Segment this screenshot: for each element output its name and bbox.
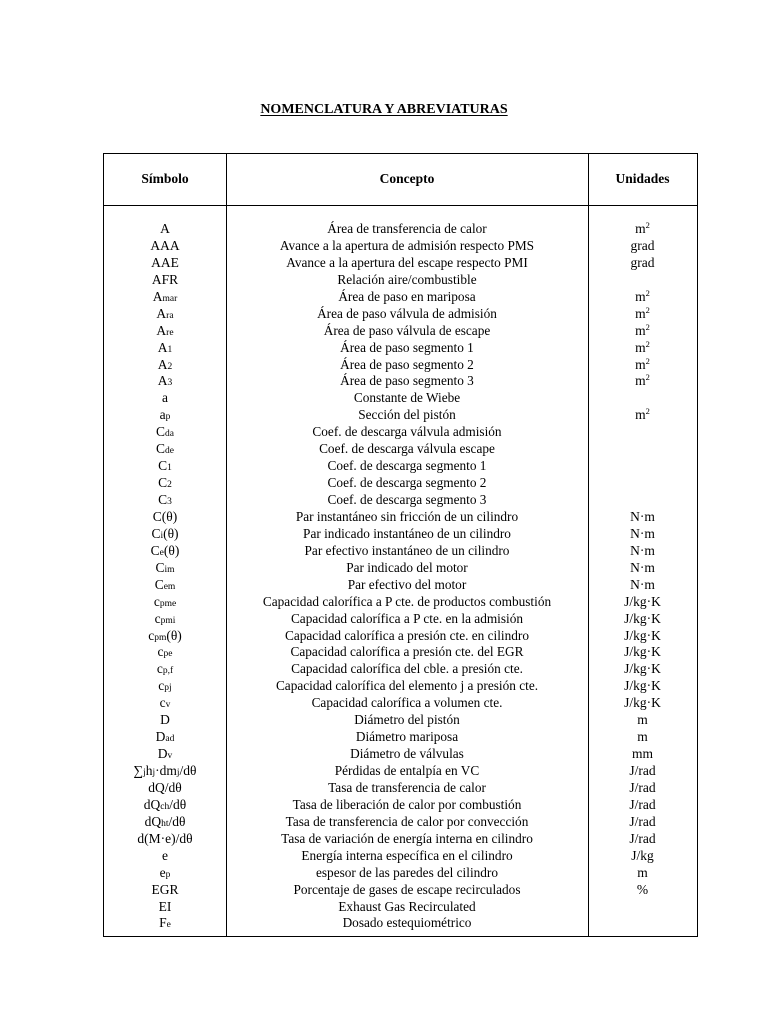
concept-cell: Área de transferencia de calor bbox=[327, 221, 487, 236]
symbol-cell bbox=[104, 831, 226, 848]
symbol-subscript: i bbox=[160, 530, 164, 541]
unit-text: m bbox=[635, 356, 646, 372]
unit-text: J/kg·K bbox=[624, 593, 661, 609]
table-row bbox=[104, 458, 697, 475]
table-body bbox=[104, 221, 697, 932]
unit-cell bbox=[588, 882, 697, 899]
symbol-subscript: pme bbox=[159, 598, 177, 609]
concept-cell: Capacidad calorífica a volumen cte. bbox=[311, 695, 503, 711]
concept-cell: Capacidad calorífica del cble. a presión cte. bbox=[291, 661, 523, 677]
table-row bbox=[104, 848, 697, 865]
symbol-text: A bbox=[157, 356, 168, 372]
unit-cell bbox=[588, 831, 697, 848]
symbol-subscript: da bbox=[165, 429, 174, 440]
unit-cell bbox=[588, 289, 697, 306]
unit-text: m bbox=[637, 729, 648, 745]
table-row bbox=[104, 492, 697, 509]
concept-cell: Coef. de descarga válvula admisión bbox=[312, 424, 502, 440]
symbol-text: dQ/dθ bbox=[148, 779, 182, 795]
unit-text: J/kg·K bbox=[624, 678, 661, 694]
symbol-text: c bbox=[157, 644, 164, 660]
symbol-cell bbox=[104, 712, 226, 729]
symbol-subscript: e bbox=[159, 547, 164, 558]
concept-cell: Tasa de liberación de calor por combustión bbox=[292, 796, 522, 812]
unit-cell bbox=[588, 712, 697, 729]
unit-text: J/rad bbox=[629, 830, 656, 846]
unit-text: mm bbox=[631, 746, 653, 762]
symbol-subscript: j bbox=[143, 768, 146, 778]
unit-cell bbox=[588, 848, 697, 865]
table-row bbox=[104, 407, 697, 424]
unit-text: N·m bbox=[630, 525, 655, 541]
concept-cell: Exhaust Gas Recirculated bbox=[338, 898, 476, 914]
symbol-text: D bbox=[155, 729, 166, 745]
symbol-text: a bbox=[159, 407, 166, 423]
concept-cell: Capacidad calorífica a presión cte. en cilindro bbox=[284, 627, 530, 643]
table-row bbox=[104, 814, 697, 831]
symbol-subscript: v bbox=[167, 751, 173, 762]
unit-text: J/kg bbox=[631, 847, 654, 863]
symbol-subscript: e bbox=[166, 920, 171, 931]
unit-cell bbox=[588, 644, 697, 661]
unit-text: J/rad bbox=[629, 779, 656, 795]
symbol-text: C bbox=[158, 492, 168, 507]
unit-cell bbox=[588, 865, 697, 882]
symbol-subscript: 1 bbox=[167, 344, 173, 355]
concept-cell: Área de paso segmento 1 bbox=[340, 339, 474, 355]
unit-text: J/rad bbox=[629, 763, 656, 778]
symbol-text: C bbox=[151, 525, 161, 541]
symbol-cell bbox=[104, 882, 226, 899]
unit-cell bbox=[588, 780, 697, 797]
unit-text: grad bbox=[630, 254, 655, 270]
symbol-text: /dθ bbox=[179, 763, 197, 778]
symbol-subscript: v bbox=[165, 700, 171, 711]
unit-text: m bbox=[635, 339, 646, 355]
concept-cell: Tasa de variación de energía interna en cilindro bbox=[281, 830, 533, 846]
concept-cell: espesor de las paredes del cilindro bbox=[315, 864, 499, 880]
unit-cell bbox=[588, 594, 697, 611]
unit-text: m bbox=[635, 288, 646, 304]
table-row bbox=[104, 272, 697, 289]
symbol-subscript: ra bbox=[166, 310, 174, 321]
table-row bbox=[104, 221, 697, 238]
symbol-subscript: pj bbox=[164, 683, 172, 694]
concept-cell: Avance a la apertura del escape respecto PMI bbox=[286, 254, 528, 270]
symbol-text: (θ) bbox=[163, 542, 180, 558]
unit-superscript: 2 bbox=[645, 220, 650, 230]
table-row bbox=[104, 424, 697, 441]
symbol-subscript: ht bbox=[161, 818, 169, 829]
concept-cell: Relación aire/combustible bbox=[337, 271, 477, 287]
unit-text: J/kg·K bbox=[624, 695, 661, 711]
header-symbol: Símbolo bbox=[141, 171, 189, 186]
unit-cell bbox=[588, 357, 697, 374]
symbol-text: c bbox=[154, 610, 161, 626]
table-row bbox=[104, 441, 697, 458]
header-concept: Concepto bbox=[379, 171, 435, 186]
unit-text: m bbox=[635, 407, 646, 423]
symbol-subscript: j bbox=[176, 768, 180, 778]
symbol-text: C bbox=[158, 458, 168, 474]
unit-cell bbox=[588, 560, 697, 577]
unit-cell bbox=[588, 628, 697, 645]
symbol-text: (θ) bbox=[166, 627, 182, 643]
table-row bbox=[104, 323, 697, 340]
symbol-cell bbox=[104, 780, 226, 797]
table-row bbox=[104, 865, 697, 882]
concept-cell: Diámetro del pistón bbox=[354, 712, 460, 728]
unit-cell bbox=[588, 323, 697, 340]
concept-cell: Sección del pistón bbox=[358, 407, 456, 423]
symbol-subscript: im bbox=[164, 564, 175, 575]
concept-cell: Capacidad calorífica a presión cte. del EGR bbox=[290, 644, 524, 660]
symbol-text: A bbox=[157, 373, 168, 389]
table-row bbox=[104, 577, 697, 594]
unit-superscript: 2 bbox=[645, 287, 650, 298]
unit-superscript: 2 bbox=[645, 406, 650, 417]
symbol-subscript: mar bbox=[162, 293, 178, 304]
unit-text: J/kg·K bbox=[624, 661, 661, 677]
unit-cell bbox=[588, 746, 697, 763]
symbol-subscript: 2 bbox=[167, 480, 172, 491]
concept-cell: Tasa de transferencia de calor por convección bbox=[285, 813, 529, 829]
symbol-text: c bbox=[156, 661, 163, 677]
unit-text: N·m bbox=[630, 542, 655, 558]
concept-cell: Área de paso segmento 2 bbox=[340, 356, 474, 372]
concept-cell: Área de paso segmento 3 bbox=[340, 373, 474, 389]
unit-text: J/rad bbox=[629, 796, 656, 812]
table-row bbox=[104, 306, 697, 323]
table-row bbox=[104, 526, 697, 543]
unit-cell bbox=[588, 797, 697, 814]
table-row bbox=[104, 882, 697, 899]
concept-cell: Porcentaje de gases de escape recirculados bbox=[293, 881, 521, 897]
concept-cell: Energía interna específica en el cilindro bbox=[301, 847, 513, 863]
symbol-text: AAA bbox=[150, 237, 180, 253]
symbol-text: C(θ) bbox=[152, 508, 178, 524]
symbol-text: C bbox=[156, 424, 166, 440]
symbol-text: ∑ bbox=[133, 763, 144, 778]
unit-cell bbox=[588, 221, 697, 238]
unit-cell bbox=[588, 577, 697, 594]
symbol-cell bbox=[104, 915, 226, 934]
concept-cell: Capacidad calorífica a P cte. de productos combustión bbox=[262, 593, 552, 609]
symbol-text: e bbox=[159, 864, 166, 880]
unit-text: % bbox=[636, 881, 649, 897]
table-row bbox=[104, 678, 697, 695]
unit-cell bbox=[588, 729, 697, 746]
symbol-subscript: de bbox=[165, 446, 174, 457]
symbol-cell bbox=[104, 221, 226, 238]
concept-cell: Par efectivo del motor bbox=[347, 576, 467, 592]
unit-text: J/kg·K bbox=[624, 610, 661, 626]
table-row bbox=[104, 611, 697, 628]
symbol-text: d(M·e)/dθ bbox=[137, 830, 193, 846]
concept-cell: Área de paso válvula de escape bbox=[323, 322, 491, 338]
unit-cell bbox=[588, 306, 697, 323]
symbol-text: c bbox=[159, 695, 166, 711]
symbol-text: C bbox=[150, 542, 160, 558]
symbol-text: a bbox=[162, 390, 168, 406]
unit-superscript: 2 bbox=[645, 355, 650, 366]
table-row bbox=[104, 238, 697, 255]
unit-superscript: 2 bbox=[645, 338, 650, 349]
concept-cell: Diámetro de válvulas bbox=[350, 746, 464, 762]
symbol-subscript: 3 bbox=[167, 378, 173, 389]
unit-cell bbox=[588, 661, 697, 678]
symbol-subscript: pe bbox=[163, 649, 173, 660]
table-row bbox=[104, 915, 697, 932]
table-row bbox=[104, 780, 697, 797]
symbol-text: AAE bbox=[151, 254, 179, 270]
table-row bbox=[104, 695, 697, 712]
symbol-subscript: 1 bbox=[167, 463, 172, 474]
unit-cell bbox=[588, 509, 697, 526]
table-row bbox=[104, 644, 697, 661]
symbol-subscript: p bbox=[165, 869, 171, 880]
unit-cell bbox=[588, 814, 697, 831]
concept-cell: Capacidad calorífica del elemento j a presión cte. bbox=[275, 678, 539, 694]
concept-cell: Área de paso válvula de admisión bbox=[317, 305, 497, 321]
unit-text: m bbox=[635, 221, 646, 236]
concept-cell: Coef. de descarga segmento 1 bbox=[327, 458, 487, 474]
table-row bbox=[104, 831, 697, 848]
table-row bbox=[104, 560, 697, 577]
unit-cell bbox=[588, 255, 697, 272]
symbol-text: ·dm bbox=[155, 763, 177, 778]
table-row bbox=[104, 509, 697, 526]
concept-cell: Par indicado del motor bbox=[346, 559, 468, 575]
unit-cell bbox=[588, 526, 697, 543]
page-title: NOMENCLATURA Y ABREVIATURAS bbox=[260, 102, 508, 117]
concept-cell: Dosado estequiométrico bbox=[342, 915, 472, 931]
concept-cell: Par indicado instantáneo de un cilindro bbox=[303, 525, 511, 541]
unit-text: N·m bbox=[630, 508, 655, 524]
concept-cell: Coef. de descarga segmento 3 bbox=[327, 492, 487, 507]
symbol-text: h bbox=[145, 763, 153, 778]
symbol-subscript: p,f bbox=[162, 666, 174, 677]
unit-cell bbox=[588, 373, 697, 390]
symbol-subscript: pmi bbox=[160, 615, 176, 626]
unit-text: m bbox=[635, 322, 646, 338]
symbol-text: D bbox=[160, 712, 170, 728]
unit-text: J/rad bbox=[629, 813, 656, 829]
table-row bbox=[104, 357, 697, 374]
unit-text: grad bbox=[630, 237, 655, 253]
concept-cell: Área de paso en mariposa bbox=[338, 288, 476, 304]
symbol-text: D bbox=[157, 746, 168, 762]
symbol-cell bbox=[104, 238, 226, 255]
symbol-cell bbox=[104, 390, 226, 407]
symbol-text: A bbox=[160, 221, 170, 236]
unit-text: m bbox=[635, 373, 646, 389]
header-divider bbox=[104, 205, 697, 206]
concept-cell: Pérdidas de entalpía en VC bbox=[334, 763, 480, 778]
table-row bbox=[104, 746, 697, 763]
symbol-text: EGR bbox=[151, 881, 179, 897]
unit-text: m bbox=[635, 305, 646, 321]
unit-text: N·m bbox=[630, 559, 655, 575]
concept-cell: Capacidad calorífica a P cte. en la admisión bbox=[290, 610, 524, 626]
unit-text: J/kg·K bbox=[624, 644, 661, 660]
symbol-subscript: ch bbox=[160, 801, 170, 812]
concept-cell: Constante de Wiebe bbox=[353, 390, 461, 406]
unit-cell bbox=[588, 543, 697, 560]
concept-cell: Par efectivo instantáneo de un cilindro bbox=[304, 542, 510, 558]
symbol-text: F bbox=[159, 915, 167, 931]
symbol-text: c bbox=[153, 593, 160, 609]
table-row bbox=[104, 797, 697, 814]
symbol-text: C bbox=[155, 559, 165, 575]
symbol-text: A bbox=[152, 288, 163, 304]
symbol-text: dQ bbox=[144, 813, 162, 829]
table-row bbox=[104, 628, 697, 645]
symbol-cell bbox=[104, 255, 226, 272]
table-row bbox=[104, 390, 697, 407]
unit-superscript: 2 bbox=[645, 304, 650, 315]
symbol-cell bbox=[104, 899, 226, 916]
symbol-cell bbox=[104, 848, 226, 865]
concept-cell: Diámetro mariposa bbox=[355, 729, 459, 745]
unit-cell bbox=[588, 695, 697, 712]
table-row bbox=[104, 373, 697, 390]
symbol-subscript: 2 bbox=[167, 361, 173, 372]
symbol-subscript: re bbox=[166, 327, 174, 338]
symbol-text: c bbox=[148, 627, 155, 643]
table-row bbox=[104, 255, 697, 272]
symbol-text: EI bbox=[158, 898, 172, 914]
concept-cell: Tasa de transferencia de calor bbox=[328, 779, 486, 795]
unit-cell bbox=[588, 238, 697, 255]
unit-cell bbox=[588, 611, 697, 628]
symbol-text: /dθ bbox=[168, 813, 186, 829]
symbol-text: (θ) bbox=[163, 525, 179, 541]
unit-cell bbox=[588, 407, 697, 424]
symbol-subscript: pm bbox=[154, 632, 167, 643]
unit-text: m bbox=[637, 864, 648, 880]
symbol-subscript: j bbox=[152, 768, 156, 778]
symbol-text: A bbox=[156, 305, 167, 321]
symbol-text: e bbox=[162, 847, 168, 863]
symbol-subscript: em bbox=[163, 581, 176, 592]
unit-text: J/kg·K bbox=[624, 627, 661, 643]
header-units: Unidades bbox=[615, 171, 670, 186]
nomenclature-table bbox=[103, 153, 698, 937]
table-row bbox=[104, 899, 697, 916]
unit-text: N·m bbox=[630, 576, 655, 592]
symbol-subscript: ad bbox=[165, 734, 175, 745]
unit-cell bbox=[588, 678, 697, 695]
concept-cell: Par instantáneo sin fricción de un cilindro bbox=[295, 508, 519, 524]
symbol-text: C bbox=[158, 475, 168, 491]
table-row bbox=[104, 289, 697, 306]
unit-text: m bbox=[637, 712, 648, 728]
symbol-text: A bbox=[157, 339, 168, 355]
symbol-text: A bbox=[156, 322, 167, 338]
concept-cell: Coef. de descarga segmento 2 bbox=[327, 475, 487, 491]
table-row bbox=[104, 729, 697, 746]
table-row bbox=[104, 763, 697, 780]
table-row bbox=[104, 475, 697, 492]
table-row bbox=[104, 661, 697, 678]
symbol-cell bbox=[104, 509, 226, 526]
table-row bbox=[104, 712, 697, 729]
table-row bbox=[104, 594, 697, 611]
symbol-text: AFR bbox=[151, 271, 179, 287]
symbol-subscript: p bbox=[165, 412, 171, 423]
concept-cell: Avance a la apertura de admisión respecto PMS bbox=[279, 237, 535, 253]
symbol-cell bbox=[104, 272, 226, 289]
unit-cell bbox=[588, 763, 697, 780]
symbol-text: /dθ bbox=[169, 796, 187, 812]
unit-cell bbox=[588, 340, 697, 357]
concept-cell: Coef. de descarga válvula escape bbox=[319, 441, 495, 457]
unit-superscript: 2 bbox=[645, 372, 650, 383]
symbol-text: C bbox=[156, 441, 166, 457]
table-row bbox=[104, 543, 697, 560]
unit-superscript: 2 bbox=[645, 321, 650, 332]
symbol-subscript: 3 bbox=[167, 497, 172, 507]
symbol-text: c bbox=[158, 678, 165, 694]
table-row bbox=[104, 340, 697, 357]
symbol-text: C bbox=[154, 576, 164, 592]
symbol-text: dQ bbox=[143, 796, 161, 812]
